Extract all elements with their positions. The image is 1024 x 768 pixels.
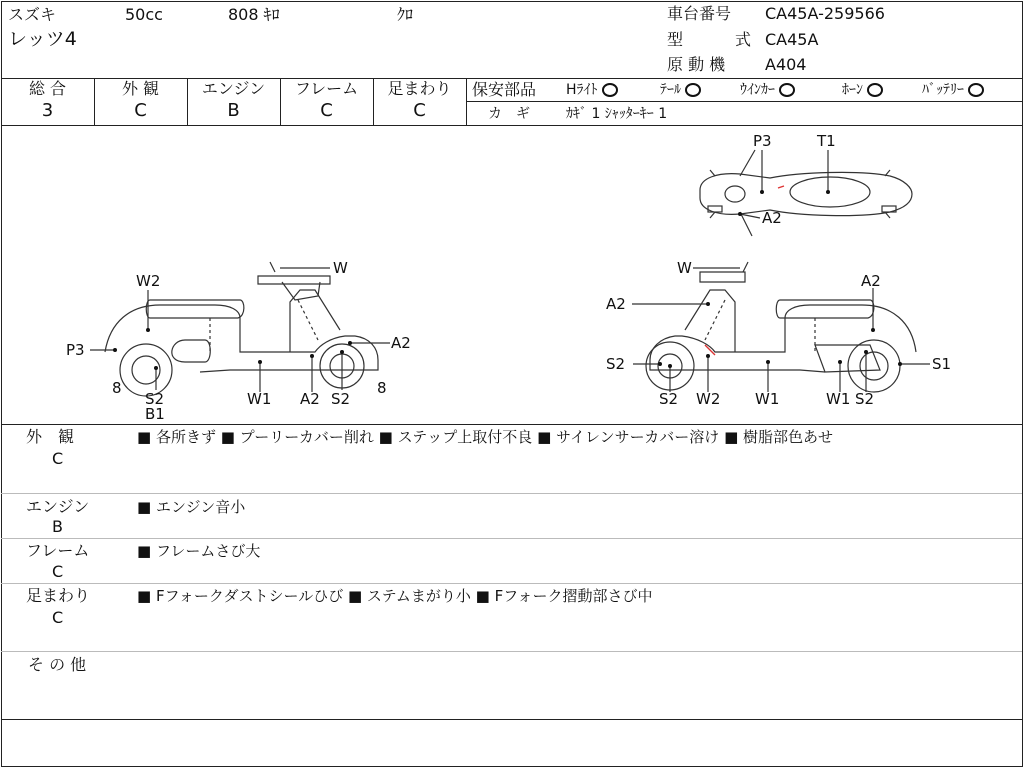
remark-other-label: そ の 他 [28, 655, 87, 674]
left-w-label: W [333, 259, 348, 277]
scooter-damage-diagram [0, 126, 1024, 424]
right-w1b-label: W1 [826, 390, 851, 408]
remark-suspension-label: 足まわり [26, 586, 91, 605]
keys-label: カ ギ [488, 106, 530, 122]
suspension-value: C [413, 100, 426, 121]
chassis-label: 車台番号 [667, 4, 732, 23]
divider [1, 719, 1022, 720]
left-s2b-label: S2 [331, 390, 351, 408]
right-s2c-label: S2 [855, 390, 875, 408]
ok-circle-icon [602, 83, 618, 97]
remark-engine-text: ■ エンジン音小 [137, 498, 246, 516]
divider [466, 78, 467, 125]
divider [1, 583, 1022, 584]
scooter-top-view [700, 150, 912, 236]
right-a2-label: A2 [606, 295, 626, 313]
remark-suspension-grade: C [52, 608, 64, 627]
left-w1-label: W1 [247, 390, 272, 408]
frame-label: フレーム [294, 79, 359, 98]
engine-value: A404 [765, 55, 807, 74]
safety-item-battery: ﾊﾞｯﾃﾘｰ [922, 81, 984, 99]
model-name: レッツ4 [8, 28, 77, 50]
type-label-1: 型 [667, 30, 684, 49]
right-w1-label: W1 [755, 390, 780, 408]
displacement: 50cc [125, 5, 163, 24]
type-value: CA45A [765, 30, 819, 49]
engine-grade-label: エンジン [201, 79, 266, 98]
left-a2b-label: A2 [300, 390, 320, 408]
engine-label: 原 動 機 [667, 55, 726, 74]
left-8-label: 8 [112, 379, 122, 397]
overall-value: 3 [41, 100, 54, 121]
ok-circle-icon [867, 83, 883, 97]
right-s1-label: S1 [932, 355, 952, 373]
mileage: 808 ｷﾛ [228, 5, 280, 24]
safety-item-horn: ﾎｰﾝ [842, 81, 883, 99]
remark-exterior-label: 外 観 [26, 427, 75, 446]
ok-circle-icon [968, 83, 984, 97]
left-s2-label: S2 [145, 390, 165, 408]
maker: スズキ [8, 5, 57, 24]
left-8r-label: 8 [377, 379, 387, 397]
remark-engine-grade: B [52, 517, 63, 536]
divider [467, 101, 1022, 102]
frame-value: C [320, 100, 333, 121]
right-a2r-label: A2 [861, 272, 881, 290]
suspension-label: 足まわり [387, 79, 452, 98]
type-label-2: 式 [735, 30, 752, 49]
left-p3-label: P3 [66, 341, 85, 359]
divider [1, 424, 1022, 425]
top-a2-label: A2 [762, 209, 782, 227]
remark-frame-label: フレーム [26, 541, 90, 560]
top-t1-label: T1 [817, 132, 836, 150]
ok-circle-icon [685, 83, 701, 97]
safety-item-headlight: Hﾗｲﾄ [566, 81, 618, 99]
engine-grade-value: B [227, 100, 240, 121]
exterior-label: 外 観 [121, 79, 160, 98]
color: ｸﾛ [397, 5, 414, 24]
ok-circle-icon [779, 83, 795, 97]
keys-value: ｶｷﾞ 1 ｼｬｯﾀｰｷｰ 1 [566, 106, 668, 122]
safety-item-winker: ｳｲﾝｶｰ [740, 81, 795, 99]
divider [1, 651, 1022, 652]
remark-exterior-text: ■ 各所きず ■ プーリーカバー削れ ■ ステップ上取付不良 ■ サイレンサーカバー溶け ■ 樹脂部色あせ [137, 428, 834, 446]
exterior-value: C [134, 100, 147, 121]
top-p3-label: P3 [753, 132, 772, 150]
right-s2b-label: S2 [659, 390, 679, 408]
right-w-label: W [677, 259, 692, 277]
right-w2-label: W2 [696, 390, 721, 408]
left-a2-label: A2 [391, 334, 411, 352]
divider [1, 538, 1022, 539]
left-b1-label: B1 [145, 405, 165, 423]
right-s2-label: S2 [606, 355, 626, 373]
left-w2-label: W2 [136, 272, 161, 290]
remark-frame-grade: C [52, 562, 64, 581]
remark-exterior-grade: C [52, 449, 64, 468]
remark-frame-text: ■ フレームさび大 [137, 542, 261, 560]
safety-title: 保安部品 [472, 80, 537, 99]
chassis-value: CA45A-259566 [765, 4, 885, 23]
remark-engine-label: エンジン [26, 497, 90, 516]
divider [1, 493, 1022, 494]
remark-suspension-text: ■ Fフォークダストシールひび ■ ステムまがり小 ■ Fフォーク摺動部さび中 [137, 587, 653, 605]
overall-label: 総 合 [28, 79, 67, 98]
safety-item-tail: ﾃｰﾙ [660, 81, 701, 99]
